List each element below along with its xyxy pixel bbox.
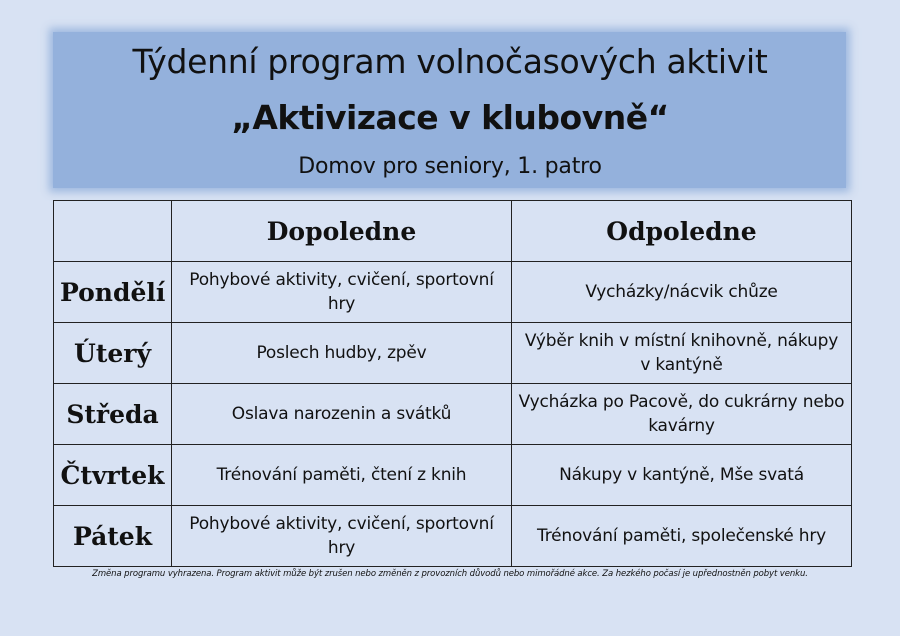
program-name: „Aktivizace v klubovně“ [231, 98, 669, 137]
column-header-afternoon: Odpoledne [512, 201, 852, 262]
afternoon-activity: Nákupy v kantýně, Mše svatá [512, 445, 852, 506]
morning-activity: Pohybové aktivity, cvičení, sportovní hry [172, 506, 512, 567]
afternoon-activity: Trénování paměti, společenské hry [512, 506, 852, 567]
table-row [54, 384, 852, 445]
morning-activity: Poslech hudby, zpěv [172, 323, 512, 384]
day-label: Čtvrtek [54, 445, 172, 506]
morning-activity: Trénování paměti, čtení z knih [172, 445, 512, 506]
location-label: Domov pro seniory, 1. patro [298, 154, 602, 179]
table-row [54, 262, 852, 323]
page-title: Týdenní program volnočasových aktivit [132, 42, 768, 81]
table-row [54, 506, 852, 567]
column-header-morning: Dopoledne [172, 201, 512, 262]
morning-activity: Pohybové aktivity, cvičení, sportovní hry [172, 262, 512, 323]
day-label: Pondělí [54, 262, 172, 323]
schedule-table [53, 200, 852, 567]
afternoon-activity: Vycházka po Pacově, do cukrárny nebo kavárny [512, 384, 852, 445]
day-label: Pátek [54, 506, 172, 567]
table-header-row [54, 201, 852, 262]
corner-cell [54, 201, 172, 262]
morning-activity: Oslava narozenin a svátků [172, 384, 512, 445]
afternoon-activity: Vycházky/nácvik chůze [512, 262, 852, 323]
table-row [54, 323, 852, 384]
table-row [54, 445, 852, 506]
day-label: Úterý [54, 323, 172, 384]
footnote: Změna programu vyhrazena. Program aktivit může být zrušen nebo změněn z provozních důvodů nebo mimořádné akce. Za hezkého počasí je upřednostněn pobyt venku. [92, 569, 808, 579]
day-label: Středa [54, 384, 172, 445]
afternoon-activity: Výběr knih v místní knihovně, nákupy v kantýně [512, 323, 852, 384]
